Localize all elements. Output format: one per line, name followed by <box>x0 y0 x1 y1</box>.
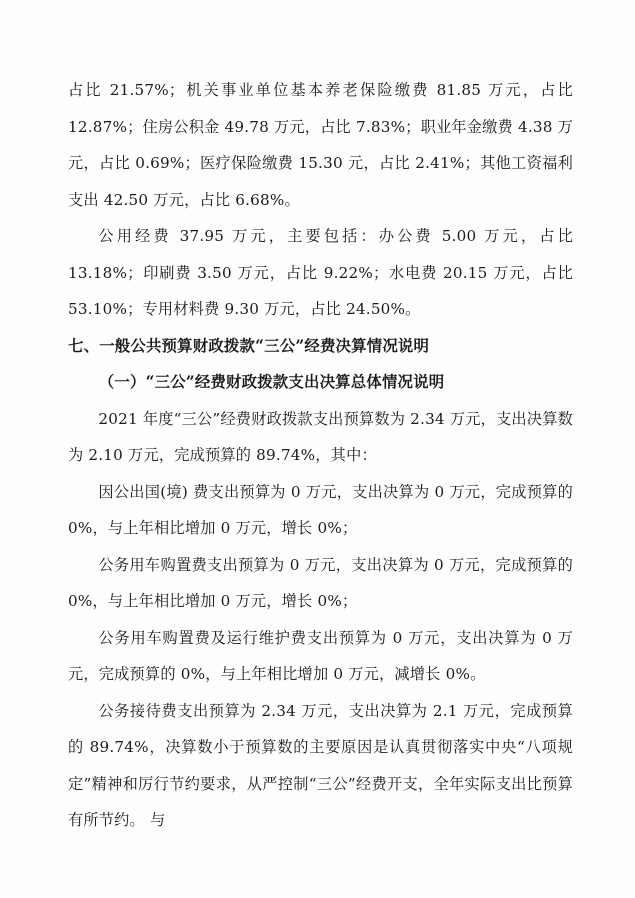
paragraph-vehicle-purchase: 公务用车购置费支出预算为 0 万元，支出决算为 0 万元，完成预算的 0%，与上年相比增加 0 万元，增长 0%； <box>68 555 573 610</box>
paragraph-continuation: 占比 21.57%；机关事业单位基本养老保险缴费 81.85 万元，占比 12.87%；住房公积金 49.78 万元，占比 7.83%；职业年金缴费 4.38 万元，占比 0.69%；医疗保险缴费 15.30 元，占比 2.41%；其他工资福利支出 42.50 万元，占比 6.68%。 <box>68 81 573 209</box>
subsection-heading-one: （一）“三公”经费财政拨款支出决算总体情况说明 <box>98 373 445 391</box>
paragraph-overseas-travel: 因公出国(境) 费支出预算为 0 万元，支出决算为 0 万元，完成预算的 0%，与上年相比增加 0 万元，增长 0%； <box>68 482 573 537</box>
paragraph-vehicle-purchase-and-maintenance: 公务用车购置费及运行维护费支出预算为 0 万元，支出决算为 0 万元，完成预算的 0%，与上年相比增加 0 万元，减增长 0%。 <box>68 628 573 683</box>
paragraph-overall-figures: 2021 年度“三公”经费财政拨款支出预算数为 2.34 万元，支出决算数为 2.10 万元，完成预算的 89.74%，其中： <box>68 409 573 464</box>
document-body <box>68 72 573 839</box>
section-heading-seven: 七、一般公共预算财政拨款“三公”经费决算情况说明 <box>68 336 430 355</box>
paragraph-official-reception: 公务接待费支出预算为 2.34 万元，支出决算为 2.1 万元，完成预算的 89.74%，决算数小于预算数的主要原因是认真贯彻落实中央“八项规定”精神和厉行节约要求，从严控制“三公”经费开支，全年实际支出比预算有所节约。 与 <box>68 701 573 829</box>
paragraph-public-funds: 公用经费 37.95 万元，主要包括：办公费 5.00 万元，占比 13.18%；印刷费 3.50 万元，占比 9.22%；水电费 20.15 万元，占比 53.10%；专用材料费 9.30 万元，占比 24.50%。 <box>68 227 573 318</box>
